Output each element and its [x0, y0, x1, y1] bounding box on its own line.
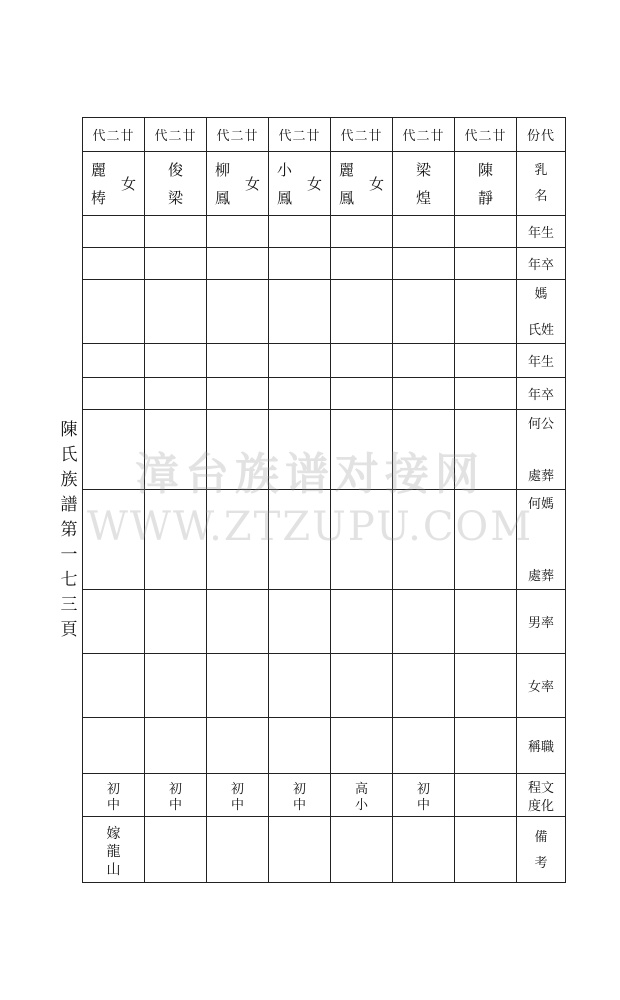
empty-cell [455, 590, 517, 654]
watermark-url: WWW.ZTZUPU.COM [86, 504, 534, 550]
empty-cell [455, 280, 517, 344]
empty-cell [331, 216, 393, 248]
label-line: 名 [534, 189, 548, 204]
row-education [83, 774, 566, 817]
label-line: 何媽 [527, 497, 554, 512]
name-char-right: 女 [245, 175, 261, 193]
name-char: 麗 [91, 161, 107, 179]
person-name-cell [331, 152, 393, 216]
row-label-father-burial [517, 410, 566, 490]
name-char: 煌 [416, 189, 432, 207]
generation-cell [207, 118, 269, 152]
row-label-death [517, 248, 566, 280]
empty-cell [455, 410, 517, 490]
education-cell [207, 774, 269, 817]
label-line: 程文 [527, 781, 554, 796]
footer-char: 第 [60, 520, 78, 540]
name-char: 鳳 [339, 189, 355, 207]
empty-cell [393, 590, 455, 654]
generation-label: 代二廿 [92, 129, 135, 144]
remark-char: 嫁 [106, 826, 121, 842]
empty-cell [393, 378, 455, 410]
empty-cell [331, 590, 393, 654]
empty-cell [83, 410, 145, 490]
label-line: 女率 [527, 680, 554, 695]
person-name-cell [269, 152, 331, 216]
generation-cell [393, 118, 455, 152]
footer-char: 一 [60, 545, 78, 565]
row-label-name [517, 152, 566, 216]
empty-cell [331, 718, 393, 774]
empty-cell [145, 590, 207, 654]
education-char: 初 [230, 782, 244, 797]
empty-cell [331, 490, 393, 590]
footer-char: 頁 [60, 620, 78, 640]
generation-row [83, 118, 566, 152]
label-line: 稱職 [527, 740, 554, 755]
genealogy-table [82, 117, 566, 883]
education-char: 高 [354, 782, 368, 797]
generation-cell [455, 118, 517, 152]
remark-cell [455, 817, 517, 883]
empty-cell [393, 718, 455, 774]
empty-cell [455, 344, 517, 378]
empty-cell [145, 410, 207, 490]
footer-char: 氏 [60, 445, 78, 465]
empty-cell [393, 280, 455, 344]
education-char: 中 [230, 798, 244, 813]
row-label-title [517, 718, 566, 774]
label-line: 男率 [527, 616, 554, 631]
empty-cell [393, 216, 455, 248]
person-name-cell [393, 152, 455, 216]
page-footer [60, 418, 78, 643]
empty-cell [455, 216, 517, 248]
remark-column [107, 825, 121, 879]
remark-cell [393, 817, 455, 883]
row-label-remarks [517, 817, 566, 883]
generation-label: 代二廿 [402, 129, 445, 144]
row-label-mother [517, 280, 566, 344]
empty-cell [207, 410, 269, 490]
empty-cell [455, 490, 517, 590]
remark-cell [83, 817, 145, 883]
empty-cell [145, 718, 207, 774]
footer-char: 陳 [60, 420, 78, 440]
row-mother-burial [83, 490, 566, 590]
header-cell [517, 118, 566, 152]
label-line: 處葬 [527, 469, 554, 484]
person-name-cell [83, 152, 145, 216]
empty-cell [269, 718, 331, 774]
row-label-daughters [517, 654, 566, 718]
remark-cell [207, 817, 269, 883]
empty-cell [83, 590, 145, 654]
row-label-mother-death [517, 378, 566, 410]
education-char: 中 [168, 798, 182, 813]
header-label: 份代 [526, 129, 555, 144]
empty-cell [269, 248, 331, 280]
name-char: 陳 [478, 161, 494, 179]
generation-label: 代二廿 [464, 129, 507, 144]
education-cell [145, 774, 207, 817]
name-row [83, 152, 566, 216]
name-char: 梼 [91, 189, 107, 207]
education-char: 小 [354, 798, 368, 813]
empty-cell [331, 410, 393, 490]
empty-cell [83, 344, 145, 378]
person-name-cell [145, 152, 207, 216]
empty-cell [145, 344, 207, 378]
empty-cell [207, 718, 269, 774]
empty-cell [331, 654, 393, 718]
name-char-right: 女 [121, 175, 137, 193]
row-mother-birth [83, 344, 566, 378]
row-label-sons [517, 590, 566, 654]
empty-cell [269, 216, 331, 248]
label-line: 處葬 [527, 569, 554, 584]
empty-cell [269, 344, 331, 378]
empty-cell [83, 216, 145, 248]
education-char: 初 [292, 782, 306, 797]
education-char: 中 [292, 798, 306, 813]
row-label-education [517, 774, 566, 817]
empty-cell [393, 410, 455, 490]
empty-cell [145, 490, 207, 590]
name-char: 梁 [168, 189, 184, 207]
empty-cell [269, 654, 331, 718]
empty-cell [331, 344, 393, 378]
name-char-right: 女 [307, 175, 323, 193]
education-cell [331, 774, 393, 817]
row-label-mother-burial [517, 490, 566, 590]
empty-cell [455, 654, 517, 718]
row-mother [83, 280, 566, 344]
person-name-cell [455, 152, 517, 216]
empty-cell [145, 216, 207, 248]
row-remarks [83, 817, 566, 883]
row-father-burial [83, 410, 566, 490]
empty-cell [393, 490, 455, 590]
education-char: 中 [106, 798, 120, 813]
row-death [83, 248, 566, 280]
generation-cell [145, 118, 207, 152]
empty-cell [393, 344, 455, 378]
empty-cell [207, 590, 269, 654]
label-line: 年卒 [527, 258, 554, 273]
row-title [83, 718, 566, 774]
empty-cell [393, 248, 455, 280]
footer-char: 族 [60, 470, 78, 490]
education-char: 初 [416, 782, 430, 797]
row-daughters [83, 654, 566, 718]
label-line: 氏姓 [527, 323, 554, 338]
empty-cell [269, 410, 331, 490]
empty-cell [145, 280, 207, 344]
watermark-chinese: 漳台族谱对接网 [135, 449, 485, 500]
education-cell [455, 774, 517, 817]
empty-cell [83, 248, 145, 280]
label-line: 備 [534, 830, 548, 845]
remark-cell [145, 817, 207, 883]
education-char: 初 [106, 782, 120, 797]
empty-cell [145, 654, 207, 718]
label-line: 媽 [534, 287, 548, 302]
empty-cell [269, 590, 331, 654]
empty-cell [207, 378, 269, 410]
empty-cell [331, 280, 393, 344]
empty-cell [269, 280, 331, 344]
empty-cell [455, 718, 517, 774]
name-char: 麗 [339, 161, 355, 179]
empty-cell [207, 248, 269, 280]
education-cell [269, 774, 331, 817]
empty-cell [269, 378, 331, 410]
empty-cell [145, 378, 207, 410]
label-line: 年生 [527, 226, 554, 241]
empty-cell [145, 248, 207, 280]
row-label-mother-birth [517, 344, 566, 378]
empty-cell [331, 248, 393, 280]
footer-char: 七 [60, 570, 78, 590]
name-char: 俊 [168, 161, 184, 179]
empty-cell [207, 490, 269, 590]
empty-cell [331, 378, 393, 410]
generation-label: 代二廿 [278, 129, 321, 144]
education-char: 中 [416, 798, 430, 813]
row-mother-death [83, 378, 566, 410]
empty-cell [83, 718, 145, 774]
empty-cell [83, 378, 145, 410]
name-char: 鳳 [215, 189, 231, 207]
education-cell [83, 774, 145, 817]
person-name-cell [207, 152, 269, 216]
footer-char: 三 [60, 595, 78, 615]
label-line: 考 [534, 856, 548, 871]
empty-cell [83, 654, 145, 718]
footer-char: 譜 [60, 495, 78, 515]
remark-char: 龍 [106, 844, 121, 860]
name-char: 小 [277, 161, 293, 179]
name-char: 靜 [478, 189, 494, 207]
row-birth [83, 216, 566, 248]
label-line: 年卒 [527, 388, 554, 403]
empty-cell [207, 344, 269, 378]
label-line: 乳 [534, 163, 548, 178]
empty-cell [83, 280, 145, 344]
name-char-right: 女 [369, 175, 385, 193]
generation-label: 代二廿 [340, 129, 383, 144]
empty-cell [455, 248, 517, 280]
empty-cell [207, 216, 269, 248]
empty-cell [393, 654, 455, 718]
generation-cell [331, 118, 393, 152]
remark-cell [269, 817, 331, 883]
generation-label: 代二廿 [154, 129, 197, 144]
label-line: 度化 [527, 799, 554, 814]
generation-cell [83, 118, 145, 152]
education-cell [393, 774, 455, 817]
empty-cell [207, 280, 269, 344]
empty-cell [269, 490, 331, 590]
empty-cell [83, 490, 145, 590]
row-sons [83, 590, 566, 654]
label-line: 何公 [527, 417, 554, 432]
generation-cell [269, 118, 331, 152]
name-char: 柳 [215, 161, 231, 179]
empty-cell [207, 654, 269, 718]
education-char: 初 [168, 782, 182, 797]
name-char: 鳳 [277, 189, 293, 207]
name-char: 梁 [416, 161, 432, 179]
remark-cell [331, 817, 393, 883]
label-line: 年生 [527, 355, 554, 370]
row-label-birth [517, 216, 566, 248]
remark-char: 山 [106, 862, 121, 878]
generation-label: 代二廿 [216, 129, 259, 144]
empty-cell [455, 378, 517, 410]
